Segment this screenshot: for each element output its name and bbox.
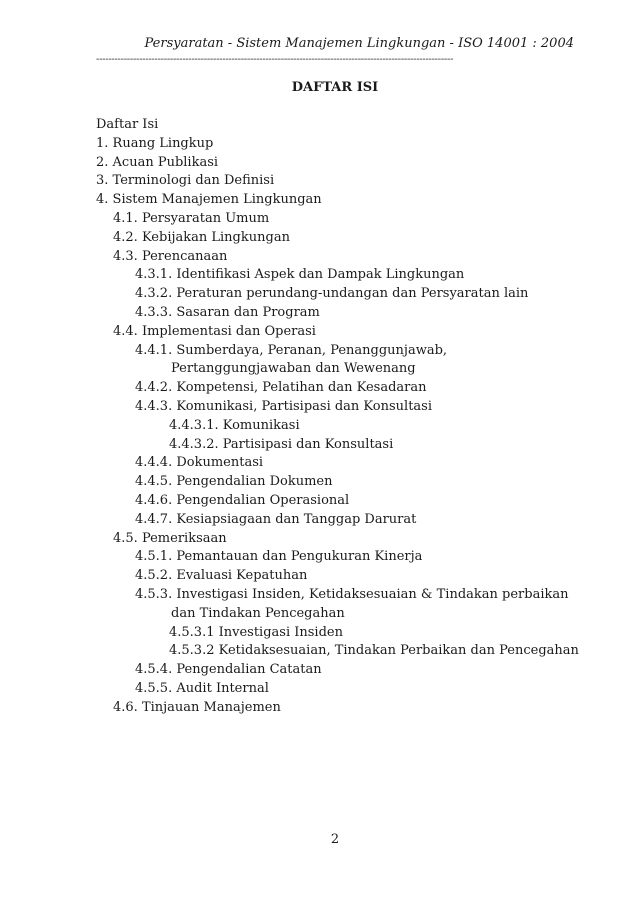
toc-entry: 4.5.5. Audit Internal	[135, 680, 269, 696]
toc-entry: 4. Sistem Manajemen Lingkungan	[96, 192, 322, 208]
toc-entry: 4.5.4. Pengendalian Catatan	[135, 662, 322, 678]
toc-entry: 4.3.1. Identifikasi Aspek dan Dampak Lingkungan	[135, 267, 465, 283]
toc-entry: 2. Acuan Publikasi	[96, 154, 219, 170]
toc-entry: 4.5.1. Pemantauan dan Pengukuran Kinerja	[135, 549, 423, 565]
toc-entry: 4.4.3.1. Komunikasi	[169, 417, 300, 433]
toc-entry: 4.4.4. Dokumentasi	[135, 455, 264, 471]
toc-entry: 4.4.2. Kompetensi, Pelatihan dan Kesadaran	[135, 380, 427, 396]
toc-entry: 4.4.5. Pengendalian Dokumen	[135, 474, 333, 490]
toc-entry: 3. Terminologi dan Definisi	[96, 173, 275, 189]
page-title: DAFTAR ISI	[291, 80, 379, 95]
toc-entry: 4.2. Kebijakan Lingkungan	[113, 229, 290, 245]
toc-entry: 4.5.3.2 Ketidaksesuaian, Tindakan Perbaikan dan Pencegahan	[169, 643, 579, 659]
toc-entry: 4.3. Perencanaan	[113, 248, 228, 264]
toc-entry: 4.4.3.2. Partisipasi dan Konsultasi	[169, 436, 394, 452]
toc-entry: 4.4. Implementasi dan Operasi	[113, 323, 316, 339]
toc-entry: 4.1. Persyaratan Umum	[113, 210, 270, 226]
toc-entry: 4.3.2. Peraturan perundang-undangan dan Persyaratan lain	[135, 286, 529, 302]
header-separator: --------------------------------------------------------------------------------------------------------------------	[96, 55, 454, 65]
toc-entry: 4.4.6. Pengendalian Operasional	[135, 492, 350, 508]
toc-entry: 4.5. Pemeriksaan	[113, 530, 227, 546]
toc-entry: 4.5.2. Evaluasi Kepatuhan	[135, 568, 308, 584]
toc-entry: 4.4.1. Sumberdaya, Peranan, Penanggunjawab, Pertanggungjawaban dan Wewenang	[135, 342, 448, 377]
toc-entry: 4.4.7. Kesiapsiagaan dan Tanggap Darurat	[135, 511, 417, 527]
toc-entry: 4.5.3.1 Investigasi Insiden	[169, 624, 343, 640]
toc-entry: 4.4.3. Komunikasi, Partisipasi dan Konsultasi	[135, 398, 433, 414]
toc-entry: 4.6. Tinjauan Manajemen	[113, 699, 281, 715]
toc-entry: 1. Ruang Lingkup	[96, 135, 214, 151]
toc-entry: Daftar Isi	[96, 117, 159, 132]
toc-entry: 4.3.3. Sasaran dan Program	[135, 304, 320, 320]
toc-entry: 4.5.3. Investigasi Insiden, Ketidaksesuaian & Tindakan perbaikan dan Tindakan Pencegahan	[135, 586, 569, 621]
running-header: Persyaratan - Sistem Manajemen Lingkungan - ISO 14001 : 2004	[144, 36, 574, 51]
table-of-contents	[96, 116, 579, 718]
page-number: 2	[330, 832, 340, 847]
